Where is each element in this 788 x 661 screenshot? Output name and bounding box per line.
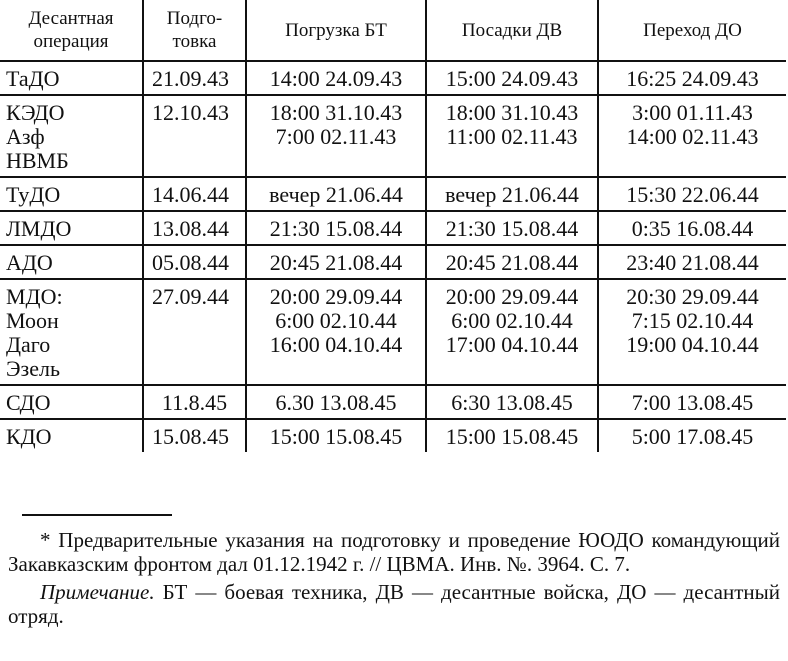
loading-cell [246,419,426,452]
operation-cell [0,95,143,177]
operation-cell-line: ЛМДО [6,216,72,241]
boarding-cell [426,211,598,245]
loading-cell-line: 18:00 31.10.43 [269,100,403,125]
operation-cell-line: Эзель [6,356,60,381]
loading-cell-line: 21:30 15.08.44 [269,216,403,241]
operation-cell-line: КЭДО [6,100,65,125]
loading-cell-line: 20:45 21.08.44 [269,250,403,275]
transit-cell [598,419,786,452]
transit-cell [598,95,786,177]
operation-cell [0,245,143,279]
loading-cell-line: 16:00 04.10.44 [269,332,403,357]
boarding-cell [426,385,598,419]
transit-cell-line: 23:40 21.08.44 [626,250,759,275]
note-label: Примечание. [40,580,155,604]
loading-cell-line: 14:00 24.09.43 [269,66,403,91]
boarding-cell [426,95,598,177]
loading-cell [246,95,426,177]
preparation-cell: 05.08.44 [143,245,246,279]
operation-cell-line: Моон [6,308,59,333]
note-text: БТ — боевая техника, ДВ — десантные войска, ДО — десантный отряд. [8,580,780,628]
operation-cell-line: ТаДО [6,66,60,91]
loading-cell [246,385,426,419]
operation-cell-line: НВМБ [6,148,69,173]
header-transit [598,0,786,61]
operation-cell-line: КДО [6,424,52,449]
table-row [0,211,786,245]
header-line: Посадки ДВ [461,19,563,41]
transit-cell [598,385,786,419]
header-line: Подго- [166,8,223,29]
header-preparation [143,0,246,61]
boarding-cell-line: 20:00 29.09.44 [445,284,579,309]
preparation-cell: 12.10.43 [143,95,246,177]
boarding-cell [426,177,598,211]
boarding-cell-line: 20:45 21.08.44 [445,250,579,275]
loading-cell [246,279,426,385]
header-boarding [426,0,598,61]
transit-cell-line: 0:35 16.08.44 [631,216,754,241]
table-row [0,61,786,95]
header-line: Переход ДО [643,19,742,41]
header-row [0,0,786,61]
preparation-cell: 15.08.45 [143,419,246,452]
boarding-cell-line: 11:00 02.11.43 [446,124,578,149]
boarding-cell-line: 6:00 02.10.44 [451,308,573,333]
transit-cell-line: 3:00 01.11.43 [632,100,753,125]
loading-cell [246,177,426,211]
boarding-cell-line: 6:30 13.08.45 [451,390,573,415]
transit-cell-line: 7:00 13.08.45 [631,390,754,415]
loading-cell [246,61,426,95]
operation-cell [0,385,143,419]
loading-cell-line: 6:00 02.10.44 [275,308,397,333]
transit-cell-line: 15:30 22.06.44 [626,182,759,207]
header-line: Десантная [28,8,114,29]
operation-cell [0,61,143,95]
footnote-note [8,580,780,628]
boarding-cell-line: 17:00 04.10.44 [445,332,579,357]
boarding-cell-line: вечер 21.06.44 [445,182,579,207]
transit-cell [598,177,786,211]
boarding-cell [426,279,598,385]
boarding-cell [426,419,598,452]
loading-cell [246,211,426,245]
transit-cell-line: 16:25 24.09.43 [626,66,759,91]
table-row [0,385,786,419]
preparation-cell: 13.08.44 [143,211,246,245]
header-line: Погрузка БТ [285,19,387,41]
boarding-cell [426,61,598,95]
operation-cell [0,419,143,452]
preparation-cell: 14.06.44 [143,177,246,211]
operation-cell [0,177,143,211]
operation-cell-line: Даго [6,332,51,357]
transit-cell [598,279,786,385]
header-loading [246,0,426,61]
operation-cell [0,211,143,245]
transit-cell-line: 20:30 29.09.44 [626,284,759,309]
boarding-cell [426,245,598,279]
table-row [0,279,786,385]
table-row [0,419,786,452]
loading-cell-line: 15:00 15.08.45 [269,424,403,449]
transit-cell-line: 7:15 02.10.44 [631,308,754,333]
header-operation [0,0,143,61]
header-line: товка [172,31,217,52]
preparation-cell: 21.09.43 [143,61,246,95]
table-row [0,245,786,279]
transit-cell [598,61,786,95]
boarding-cell-line: 15:00 24.09.43 [445,66,579,91]
operation-cell-line: Азф [6,124,45,149]
transit-cell-line: 5:00 17.08.45 [631,424,754,449]
header-line: операция [33,31,109,52]
loading-cell [246,245,426,279]
operation-cell-line: СДО [6,390,51,415]
loading-cell-line: 7:00 02.11.43 [275,124,397,149]
operation-cell-line: ТуДО [6,182,61,207]
footnote-separator [22,514,172,516]
operation-cell [0,279,143,385]
preparation-cell: 11.8.45 [143,385,246,419]
boarding-cell-line: 21:30 15.08.44 [445,216,579,241]
transit-cell-line: 19:00 04.10.44 [626,332,759,357]
operation-cell-line: МДО: [6,284,63,309]
table-row [0,95,786,177]
table-body [0,61,786,452]
loading-cell-line: 20:00 29.09.44 [269,284,403,309]
footnote-block [8,528,780,628]
transit-cell [598,245,786,279]
table-row [0,177,786,211]
transit-cell-line: 14:00 02.11.43 [626,124,759,149]
preparation-cell: 27.09.44 [143,279,246,385]
loading-cell-line: вечер 21.06.44 [269,182,403,207]
boarding-cell-line: 15:00 15.08.45 [445,424,579,449]
footnote-text: * Предварительные указания на подготовку и проведение ЮОДО командующий Закавказским фронтом дал 01.12.1942 г. // ЦВМА. Инв. №. 3964. С. 7. [8,528,780,576]
boarding-cell-line: 18:00 31.10.43 [445,100,579,125]
operation-cell-line: АДО [6,250,53,275]
loading-cell-line: 6.30 13.08.45 [275,390,397,415]
transit-cell [598,211,786,245]
